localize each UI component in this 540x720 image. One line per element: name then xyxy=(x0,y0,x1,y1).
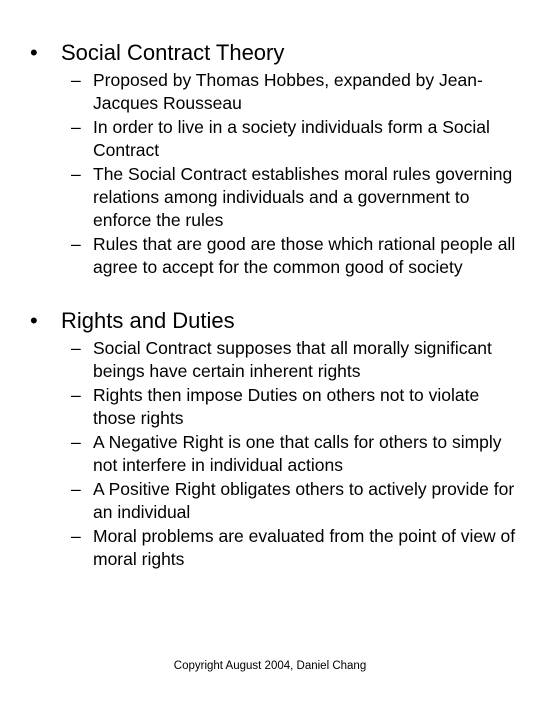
sub-bullet-item xyxy=(0,69,535,115)
bullet-icon: • xyxy=(30,308,38,333)
sub-bullet-text: Rights then impose Duties on others not to violate those rights xyxy=(93,385,480,428)
sub-bullet-item xyxy=(0,431,535,477)
sub-bullet-item xyxy=(0,116,535,162)
sub-bullet-item xyxy=(0,384,535,430)
dash-icon: – xyxy=(71,479,81,499)
dash-icon: – xyxy=(71,117,81,137)
sub-bullet-item xyxy=(0,163,535,232)
section-heading-row xyxy=(0,38,540,68)
sub-bullet-item xyxy=(0,525,535,571)
sub-bullet-text: In order to live in a society individuals form a Social Contract xyxy=(93,117,490,160)
sub-bullet-text: A Negative Right is one that calls for others to simply not interfere in individual actions xyxy=(93,432,502,475)
sub-bullet-text: The Social Contract establishes moral rules governing relations among individuals and a government to enforce the rules xyxy=(93,164,513,230)
sub-bullet-text: A Positive Right obligates others to actively provide for an individual xyxy=(93,479,515,522)
sub-bullet-item xyxy=(0,337,535,383)
dash-icon: – xyxy=(71,432,81,452)
sub-bullet-list xyxy=(0,69,540,279)
section-rights-and-duties xyxy=(0,306,540,571)
bullet-icon: • xyxy=(30,40,38,65)
sub-bullet-text: Proposed by Thomas Hobbes, expanded by Jean-Jacques Rousseau xyxy=(93,70,483,113)
sub-bullet-text: Social Contract supposes that all morally significant beings have certain inherent rights xyxy=(93,338,492,381)
sub-bullet-text: Rules that are good are those which rational people all agree to accept for the common good of society xyxy=(93,234,516,277)
section-social-contract-theory xyxy=(0,38,540,279)
section-heading: Social Contract Theory xyxy=(61,40,285,65)
dash-icon: – xyxy=(71,385,81,405)
sub-bullet-item xyxy=(0,478,535,524)
sub-bullet-text: Moral problems are evaluated from the point of view of moral rights xyxy=(93,526,516,569)
dash-icon: – xyxy=(71,234,81,254)
sub-bullet-item xyxy=(0,233,535,279)
section-heading-row xyxy=(0,306,540,336)
dash-icon: – xyxy=(71,70,81,90)
dash-icon: – xyxy=(71,526,81,546)
copyright-footer: Copyright August 2004, Daniel Chang xyxy=(173,660,367,672)
sub-bullet-list xyxy=(0,337,540,571)
dash-icon: – xyxy=(71,338,81,358)
section-heading: Rights and Duties xyxy=(61,308,235,333)
dash-icon: – xyxy=(71,164,81,184)
